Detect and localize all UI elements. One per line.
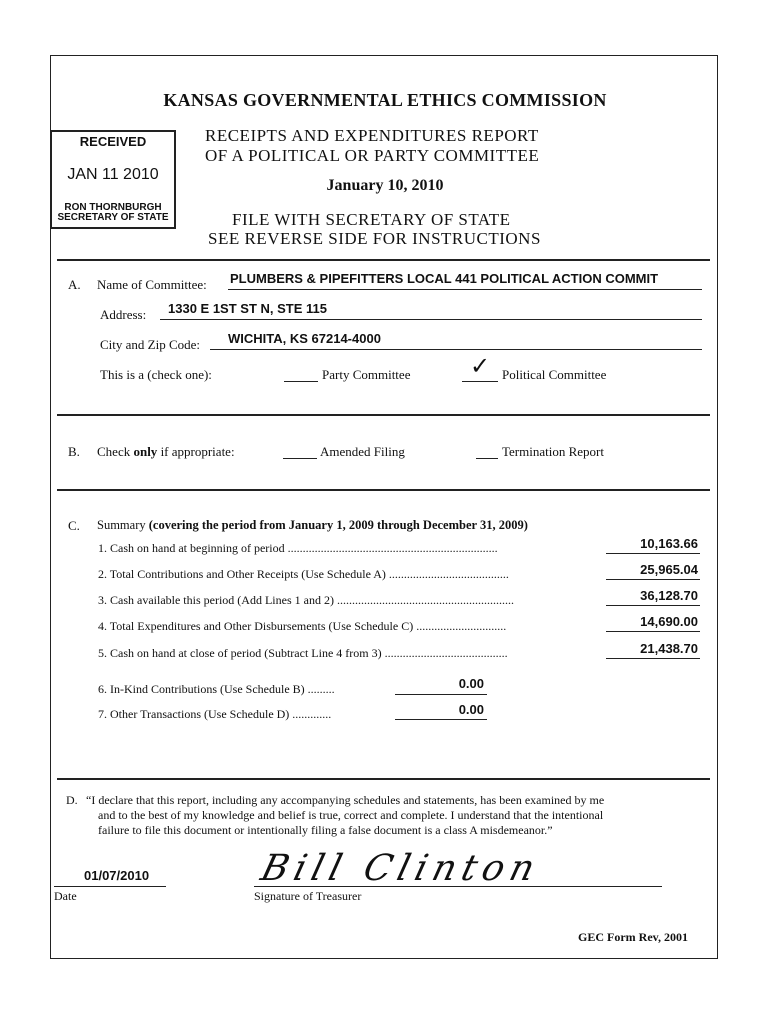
declaration-line-3: failure to file this document or intentionally filing a false document is a class A misdemeanor.” [98, 823, 553, 837]
date-underline [54, 886, 166, 887]
check-only-post: if appropriate: [157, 444, 235, 459]
divider-top [57, 259, 710, 261]
line-5-amount: 21,438.70 [640, 641, 698, 656]
declaration-line-2: and to the best of my knowledge and belief is true, correct and complete. I understand that the intentional [98, 808, 604, 822]
amended-filing-label: Amended Filing [320, 444, 405, 459]
signature-label: Signature of Treasurer [254, 889, 362, 903]
summary-line-2: 2. Total Contributions and Other Receipts (Use Schedule A) ........................................ [98, 567, 509, 581]
section-d-letter: D. [66, 793, 78, 807]
line-6-underline [395, 694, 487, 695]
stamp-title: SECRETARY OF STATE [57, 212, 169, 223]
summary-period: (covering the period from January 1, 2009 through December 31, 2009) [148, 518, 528, 532]
summary-line-1: 1. Cash on hand at beginning of period ...................................................................... [98, 541, 498, 555]
signing-date-value: 01/07/2010 [84, 868, 150, 883]
line-2-underline [606, 579, 700, 580]
report-title-line-1: RECEIPTS AND EXPENDITURES REPORT [205, 126, 539, 145]
divider-b-c [57, 489, 710, 491]
address-underline [160, 319, 702, 320]
summary-line-6: 6. In-Kind Contributions (Use Schedule B) ......... [98, 682, 335, 696]
line-5-underline [606, 658, 700, 659]
summary-line-5: 5. Cash on hand at close of period (Subtract Line 4 from 3) ......................................... [98, 646, 508, 660]
summary-label: Summary [97, 518, 149, 532]
address-label: Address: [100, 307, 147, 322]
line-7-amount: 0.00 [458, 702, 484, 717]
line-1-underline [606, 553, 700, 554]
party-committee-label: Party Committee [322, 367, 411, 382]
termination-report-blank[interactable] [476, 458, 498, 459]
stamp-date: JAN 11 2010 [67, 166, 159, 183]
termination-report-label: Termination Report [502, 444, 604, 459]
committee-type-prompt: This is a (check one): [100, 367, 212, 382]
check-only-emphasis: only [133, 444, 158, 459]
stamp-name: RON THORNBURGH [64, 202, 162, 213]
city-zip-label: City and Zip Code: [100, 337, 201, 352]
party-committee-blank[interactable] [284, 381, 318, 382]
political-committee-label: Political Committee [502, 367, 607, 382]
city-zip-value: WICHITA, KS 67214-4000 [228, 331, 381, 346]
stamp-received: RECEIVED [79, 134, 147, 149]
section-b-letter: B. [68, 444, 80, 459]
line-2-amount: 25,965.04 [640, 562, 698, 577]
divider-a-b [57, 414, 710, 416]
committee-name-underline [228, 289, 702, 290]
check-only-instruction [97, 444, 235, 460]
line-7-underline [395, 719, 487, 720]
date-label: Date [54, 889, 77, 903]
committee-name-label: Name of Committee: [97, 277, 207, 292]
line-4-amount: 14,690.00 [640, 614, 698, 629]
form-revision: GEC Form Rev, 2001 [578, 930, 688, 944]
file-with-instruction: FILE WITH SECRETARY OF STATE [232, 210, 511, 229]
check-only-pre: Check [97, 444, 134, 459]
city-zip-underline [210, 349, 702, 350]
line-3-underline [606, 605, 700, 606]
committee-name-value: PLUMBERS & PIPEFITTERS LOCAL 441 POLITICAL ACTION COMMIT [230, 271, 659, 286]
political-committee-blank[interactable] [462, 381, 498, 382]
summary-line-3: 3. Cash available this period (Add Lines 1 and 2) ........................................................... [98, 593, 514, 607]
report-title-line-2: OF A POLITICAL OR PARTY COMMITTEE [205, 146, 540, 165]
signature-underline [254, 886, 662, 887]
commission-title: KANSAS GOVERNMENTAL ETHICS COMMISSION [163, 90, 607, 110]
divider-c-d [57, 778, 710, 780]
line-1-amount: 10,163.66 [640, 536, 698, 551]
report-date: January 10, 2010 [326, 177, 444, 194]
see-reverse-instruction: SEE REVERSE SIDE FOR INSTRUCTIONS [208, 229, 541, 248]
summary-line-7: 7. Other Transactions (Use Schedule D) ............. [98, 707, 332, 721]
line-3-amount: 36,128.70 [640, 588, 698, 603]
declaration-line-1: “I declare that this report, including any accompanying schedules and statements, has been examined by me [86, 793, 605, 807]
summary-heading [97, 518, 528, 533]
checkmark-icon: ✓ [470, 352, 491, 380]
address-value: 1330 E 1ST ST N, STE 115 [168, 301, 327, 316]
section-a-letter: A. [68, 277, 81, 292]
section-c-letter: C. [68, 518, 80, 533]
summary-line-4: 4. Total Expenditures and Other Disbursements (Use Schedule C) .............................. [98, 619, 507, 633]
amended-filing-blank[interactable] [283, 458, 317, 459]
line-4-underline [606, 631, 700, 632]
line-6-amount: 0.00 [458, 676, 484, 691]
treasurer-signature: Bill Clinton [256, 848, 545, 889]
